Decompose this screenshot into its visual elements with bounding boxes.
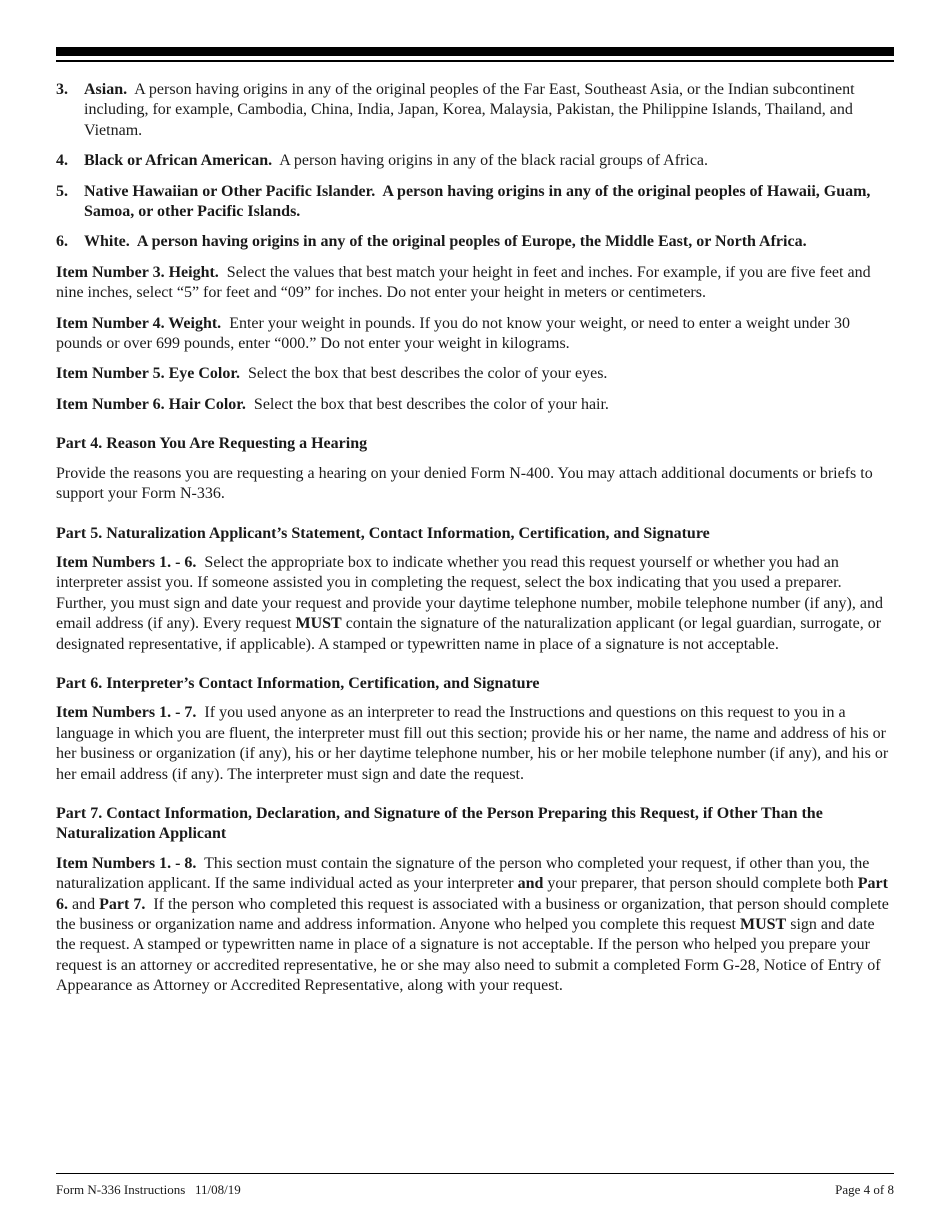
part7-text — [56, 854, 894, 997]
hair-color-item — [56, 395, 894, 415]
header-rule-thick — [56, 47, 894, 56]
item-text: A person having origins in any of the original peoples of Europe, the Middle East, or North Africa. — [136, 233, 807, 251]
part6-heading: Part 6. Interpreter’s Contact Information, Certification, and Signature — [56, 674, 540, 692]
item-text: Select the box that best describes the color of your eyes. — [247, 365, 608, 383]
emphasis-must: MUST — [740, 916, 787, 933]
weight-item — [56, 314, 894, 355]
page-number: Page 4 of 8 — [835, 1182, 894, 1197]
race-item-pacific-islander — [56, 182, 894, 223]
item-text: A person having origins in any of the original peoples of Hawaii, Guam, Samoa, or other Pacific Islands. — [84, 182, 871, 221]
race-item-asian — [56, 80, 894, 141]
item-label: Item Numbers 1. - 7. — [56, 704, 197, 722]
item-label: Item Number 5. Eye Color. — [56, 365, 240, 383]
emphasis-and: and — [517, 875, 544, 893]
page-content — [56, 80, 894, 1007]
item-label: Asian. — [84, 81, 128, 98]
item-label: Item Number 6. Hair Color. — [56, 395, 246, 413]
emphasis-must: MUST — [295, 615, 342, 633]
item-text: A person having origins in any of the black racial groups of Africa. — [279, 152, 709, 170]
part6-text — [56, 703, 894, 785]
height-item — [56, 263, 894, 304]
race-item-black — [56, 151, 894, 171]
item-label: Black or African American. — [84, 152, 273, 170]
eye-color-item — [56, 364, 894, 384]
item-text: A person having origins in any of the original peoples of the Far East, Southeast Asia, or the Indian subcontinent including, for example, Cambodia, China, India, Japan, Korea, Malaysia, Pakistan, the Philippine Islands, Thailand, and Vietnam. — [84, 81, 855, 139]
part4-heading: Part 4. Reason You Are Requesting a Hearing — [56, 435, 368, 453]
text-segment: If you used anyone as an interpreter to read the Instructions and questions on this request to you in a language in which you are fluent, the interpreter must fill out this section; provide his or her name, the name and address of his or her business or organization (if any), his or her daytime telephone number, his or her mobile telephone number (if any), and his or her email address (if any). The interpreter must sign and date the request. — [56, 704, 889, 783]
item-text: Enter your weight in pounds. If you do not know your weight, or need to enter a weight under 30 pounds or over 699 pounds, enter “000.” Do not enter your weight in kilograms. — [56, 314, 850, 353]
item-number: 3. — [56, 81, 68, 98]
header-rule-thin — [56, 60, 894, 62]
item-text: Select the box that best describes the color of your hair. — [253, 395, 609, 413]
item-text: Select the values that best match your height in feet and inches. For example, if you are five feet and nine inches, select “5” for feet and “09” for inches. Do not enter your height in meters or centimeters. — [56, 263, 871, 302]
item-number: 5. — [56, 182, 68, 200]
part7-reference: Part 7. — [99, 895, 146, 913]
text-segment: contain the signature of the naturalization applicant (or legal guardian, surrogate, or designated representative, if applicable). A stamped or typewritten name in place of a signature is not acceptable. — [56, 615, 882, 653]
footer-rule — [56, 1173, 894, 1174]
text-segment: This section must contain the signature of the person who completed your request, if other than you, the naturalization applicant. If the same individual acted as your interpreter — [56, 854, 870, 893]
text-segment: and — [72, 895, 96, 913]
form-id: Form N-336 Instructions 11/08/19 — [56, 1182, 241, 1197]
part6-reference: Part 6. — [56, 875, 888, 913]
part4-text: Provide the reasons you are requesting a hearing on your denied Form N-400. You may attach additional documents or briefs to support your Form N-336. — [56, 464, 873, 503]
item-label: White. — [84, 233, 130, 251]
page-footer — [56, 1182, 894, 1198]
item-label: Native Hawaiian or Other Pacific Islander. — [84, 182, 376, 200]
part7-heading: Part 7. Contact Information, Declaration, and Signature of the Person Preparing this Request, if Other Than the Naturalization Applicant — [56, 804, 823, 843]
item-label: Item Number 3. Height. — [56, 263, 219, 281]
text-segment: Select the appropriate box to indicate whether you read this request yourself or whether you had an interpreter assist you. If someone assisted you in completing the request, select the box indicating that you used a preparer. Further, you must sign and date your request and provide your daytime telephone number, mobile telephone number (if any), and email address (if any). Every request — [56, 553, 883, 633]
part5-heading: Part 5. Naturalization Applicant’s Statement, Contact Information, Certification, and Signature — [56, 524, 710, 542]
item-number: 6. — [56, 233, 68, 251]
item-label: Item Number 4. Weight. — [56, 314, 222, 332]
item-label: Item Numbers 1. - 8. — [56, 854, 197, 872]
part5-text — [56, 553, 894, 655]
race-item-white — [56, 232, 894, 252]
text-segment: sign and date the request. A stamped or typewritten name in place of a signature is not acceptable. If the person who helped you prepare your request is an attorney or accredited representative, he or she may also need to submit a completed Form G-28, Notice of Entry of Appearance as Attorney or Accredited Representative, along with your request. — [56, 916, 881, 995]
item-label: Item Numbers 1. - 6. — [56, 553, 197, 571]
item-number: 4. — [56, 152, 68, 170]
text-segment: If the person who completed this request is associated with a business or organization, that person should complete the business or organization name and address information. Anyone who helped you complete this request — [56, 895, 889, 933]
text-segment: your preparer, that person should complete both — [547, 875, 854, 893]
